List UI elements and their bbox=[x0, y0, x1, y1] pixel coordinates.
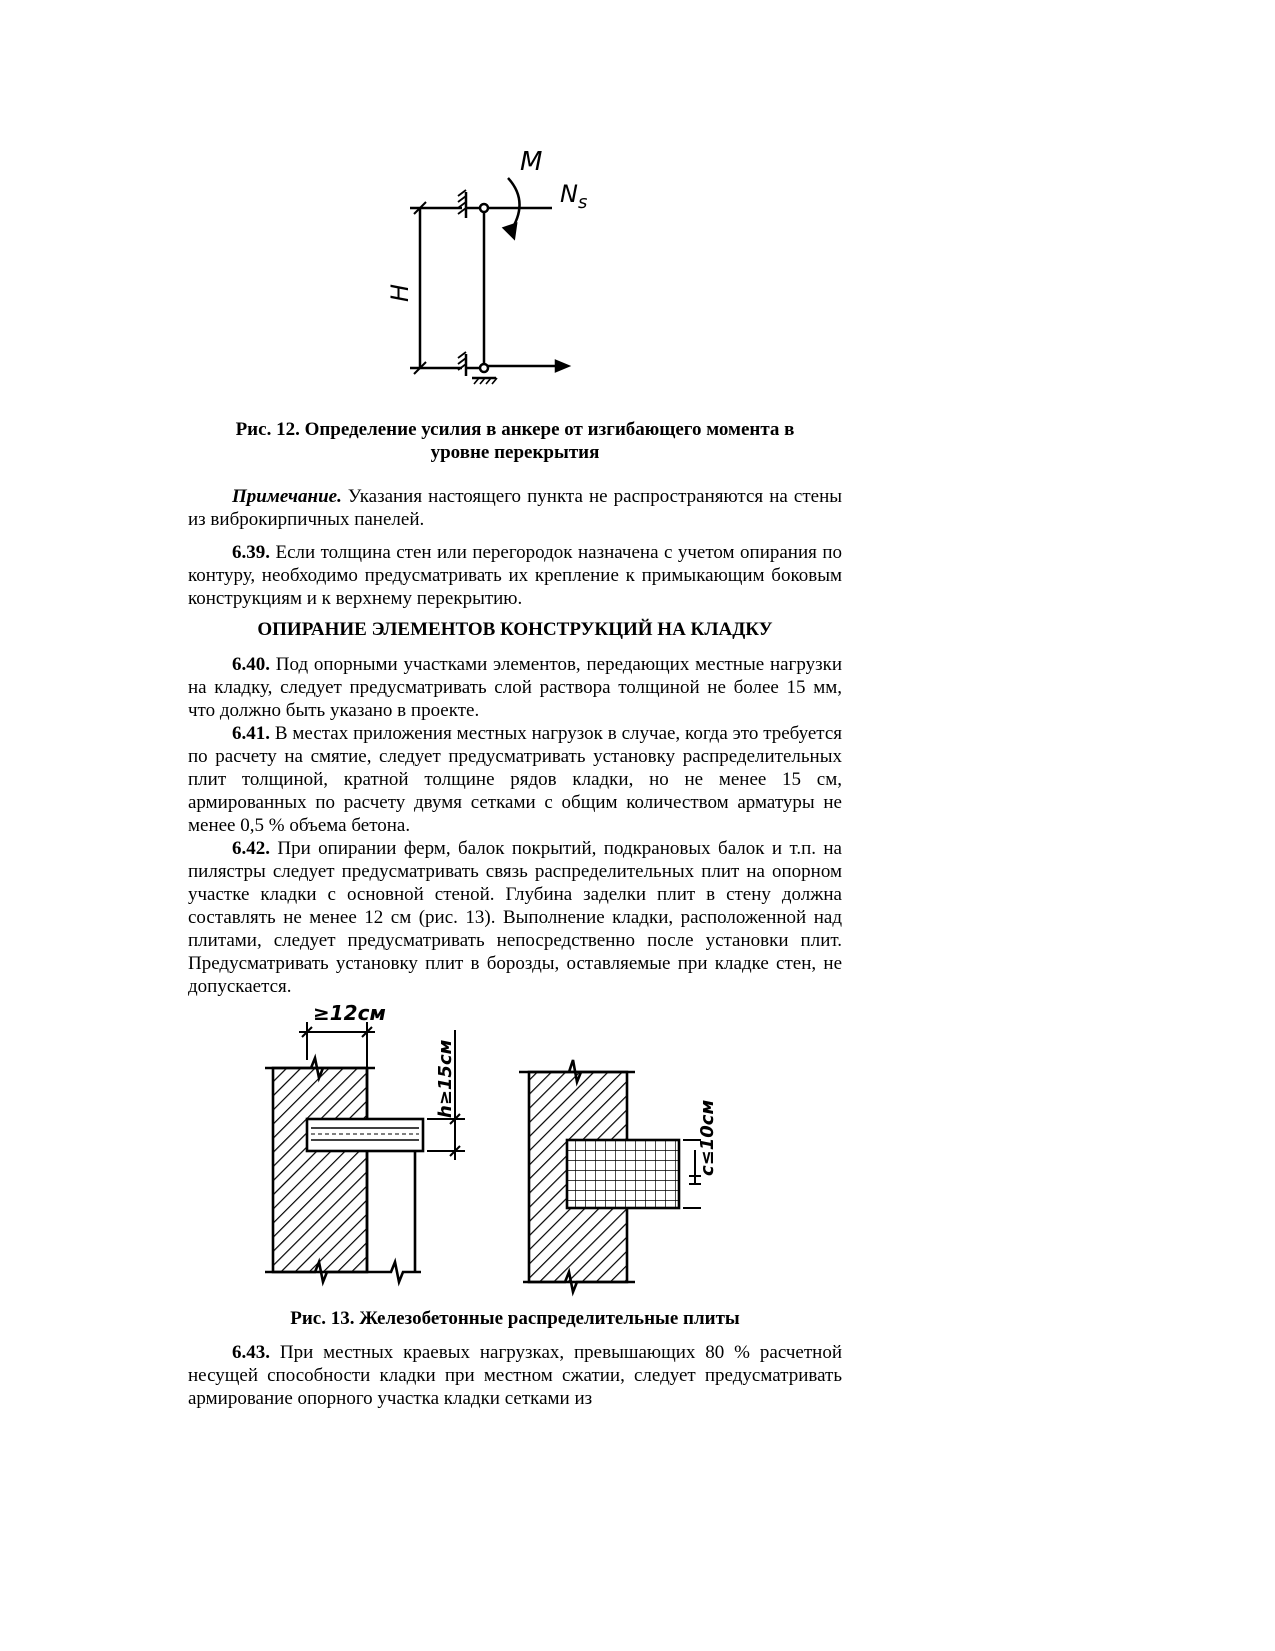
figure-13-diagram bbox=[255, 1000, 755, 1300]
section-heading: ОПИРАНИЕ ЭЛЕМЕНТОВ КОНСТРУКЦИЙ НА КЛАДКУ bbox=[257, 619, 773, 640]
figure-13-caption: Рис. 13. Железобетонные распределительные плиты bbox=[290, 1308, 740, 1329]
paragraph-6-40-to-6-42: 6.40. Под опорными участками элементов, передающих местные нагрузки на кладку, следует предусматривать слой раствора толщиной не более 15 мм, что должно быть указано в проекте. 6.41. В местах приложения местных нагрузок в случае, когда это требуется по расчету на смятие, следует предусматривать установку распределительных плит толщиной, кратной толщине рядов кладки, но не менее 15 см, армированных по расчету двумя сетками с общим количеством арматуры не менее 0,5 % объема бетона. 6.42. При опирании ферм, балок покрытий, подкрановых балок и т.п. на пилястры следует предусматривать связь распределительных плит на опорном участке кладки с основной стеной. Глубина заделки плит в стену должна составлять не менее 12 см (рис. 13). Выполнение кладки, расположенной над плитами, следует предусматривать непосредственно после установки плит. Предусматривать установку плит в борозды, оставляемые при кладке стен, не допускается. bbox=[188, 654, 842, 997]
paragraph-6-43: 6.43. При местных краевых нагрузках, превышающих 80 % расчетной несущей способности кладки при местном сжатии, следует предусматривать армирование опорного участка кладки сетками из bbox=[188, 1342, 842, 1409]
bottom-hinge-icon bbox=[480, 364, 488, 372]
cover-dimension-label: с≤10см bbox=[697, 1099, 718, 1176]
ns-label: $N_s$ bbox=[560, 180, 588, 213]
figure-12-caption: Рис. 12. Определение усилия в анкере от изгибающего момента в уровне перекрытия bbox=[235, 419, 795, 463]
moment-label: M bbox=[520, 147, 543, 177]
depth-dimension-label: ≥12см bbox=[313, 1001, 386, 1025]
reaction-arrow-icon bbox=[556, 361, 568, 371]
right-wall-detail bbox=[519, 1060, 701, 1292]
slab-height-label: h≥15см bbox=[435, 1039, 456, 1118]
paragraph-6-39: 6.39. Если толщина стен или перегородок назначена с учетом опирания по контуру, необходимо предусматривать их крепление к примыкающим боковым конструкциям и к верхнему перекрытию. bbox=[188, 542, 842, 609]
height-label: H bbox=[386, 283, 414, 302]
note-paragraph: Примечание. Указания настоящего пункта не распространяются на стены из виброкирпичных панелей. bbox=[188, 486, 842, 530]
figure-12-diagram bbox=[380, 140, 620, 400]
top-hinge-icon bbox=[480, 204, 488, 212]
